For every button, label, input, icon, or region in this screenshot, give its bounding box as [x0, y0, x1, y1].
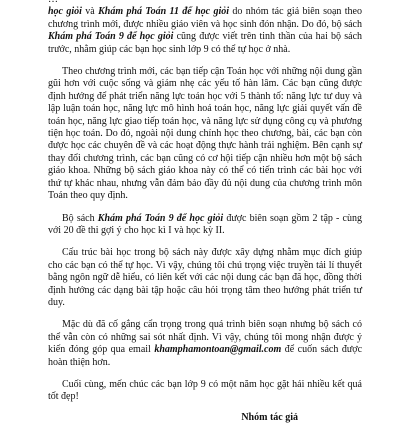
paragraph-intro: [48, 0, 362, 56]
text-run: Bộ sách: [62, 212, 98, 224]
text-run: và: [81, 6, 99, 18]
paragraph-structure: Cấu trúc bài học trong bộ sách này được xây dựng nhằm mục đích giúp cho các bạn có thể tự học. Vì vậy, chúng tôi chú trọng việc truyền tải lí thuyết bằng ngôn ngữ dễ hiểu, có liên kết với các nội dung các bạn đã học, đồng thời định hướng các dạng bài tập hoặc câu hỏi trọng tâm theo hướng phát triển tư duy.: [48, 247, 362, 308]
text-run: để cuốn sách được hoàn thiện hơn.: [48, 344, 363, 368]
text-run: do nhóm tác giả biên soạn theo chương trình mới, được nhiều giáo viên và học sinh đón nhận. Do đó, bộ sách: [48, 6, 362, 30]
text-run: được biên soạn gồm 2 tập - cùng với 20 đề thi gợi ý cho học kì I và học kỳ II.: [48, 212, 362, 236]
book-title-9: Khám phá Toán 9 để học giỏi: [97, 212, 224, 224]
contact-email[interactable]: khamphamontoan@gmail.com: [154, 344, 282, 356]
paragraph-volumes: [48, 213, 362, 238]
book-title-9: Khám phá Toán 9 để học giỏi: [48, 31, 174, 43]
text-run: Mặc dù đã cố gắng cẩn trọng trong quá trình biên soạn nhưng bộ sách có thể vẫn còn có những sai sót nhất định. Vì vậy, chúng tôi mong nhận được ý kiến đóng góp qua email: [48, 319, 362, 356]
book-title-11: Khám phá Toán 11 để học giỏi: [98, 6, 230, 18]
text-run: cũng được viết trên tinh thần của hai bộ sách trước, nhằm giúp các bạn học sinh lớp 9 có thể tự học ở nhà.: [48, 31, 363, 55]
cut-off-top-line: [48, 0, 58, 5]
preface-text: [48, 0, 362, 434]
author-signature: Nhóm tác giả: [241, 411, 298, 423]
book-title-10: học giỏi: [48, 6, 82, 18]
paragraph-curriculum: Theo chương trình mới, các bạn tiếp cận Toán học với những nội dung gần gũi hơn với cuộc sống và giảm nhẹ các yếu tố hàn lâm. Các bạn cũng được định hướng để phát triển năng lực toán học với 5 thành tố: năng lực tư duy và lập luận toán học, năng lực mô hình hoá toán học, năng lực giải quyết vấn đề toán học, năng lực giao tiếp toán học, và năng lực sử dụng công cụ và phương tiện học toán. Do đó, ngoài nội dung chính học theo chương, bài, các bạn còn được học các chuyên đề và các hoạt động thực hành trải nghiệm. Bên cạnh sự thay đổi chương trình, các bạn cũng có cơ hội tiếp cận nhiều hơn một bộ sách giáo khoa. Những bộ sách giáo khoa này có thể có tiến trình các bài học với thứ tự khác nhau, nhưng vẫn đảm bảo đầy đủ nội dung của chương trình môn Toán theo quy định.: [48, 66, 362, 202]
paragraph-feedback: [48, 319, 362, 369]
paragraph-closing: Cuối cùng, mến chúc các bạn lớp 9 có một năm học gặt hái nhiều kết quả tốt đẹp!: [48, 378, 362, 403]
